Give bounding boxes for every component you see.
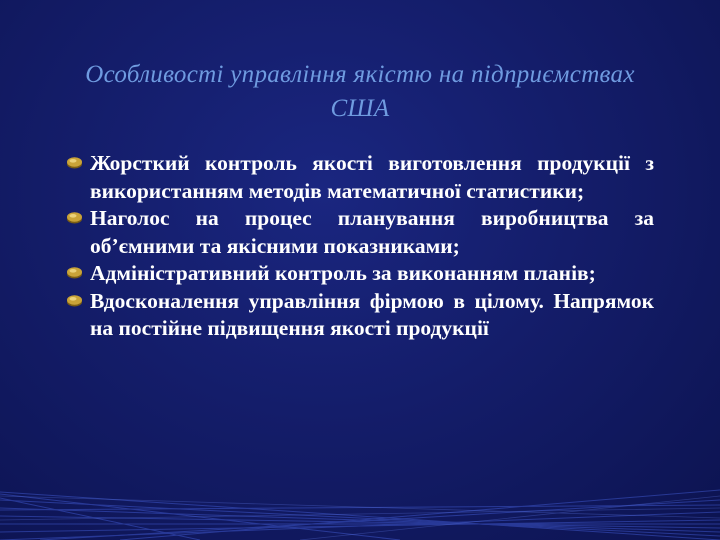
gold-bullet-icon	[66, 265, 83, 279]
list-item	[60, 260, 654, 288]
gold-bullet-icon	[66, 210, 83, 224]
bullet-text: Адміністративний контроль за виконанням планів;	[90, 261, 596, 285]
gold-bullet-icon	[66, 293, 83, 307]
bullet-list	[60, 150, 654, 343]
bullet-text: Наголос на процес планування виробництва за об’ємними та якісними показниками;	[90, 206, 654, 258]
slide-title: Особливості управління якістю на підприємствах США	[85, 61, 635, 122]
list-item	[60, 150, 654, 205]
list-item	[60, 205, 654, 260]
gold-bullet-icon	[66, 155, 83, 169]
list-item	[60, 288, 654, 343]
bullet-text: Жорсткий контроль якості виготовлення продукції з використанням методів математичної статистики;	[90, 151, 654, 203]
bullet-text: Вдосконалення управління фірмою в цілому. Напрямок на постійне підвищення якості продукції	[90, 288, 654, 340]
